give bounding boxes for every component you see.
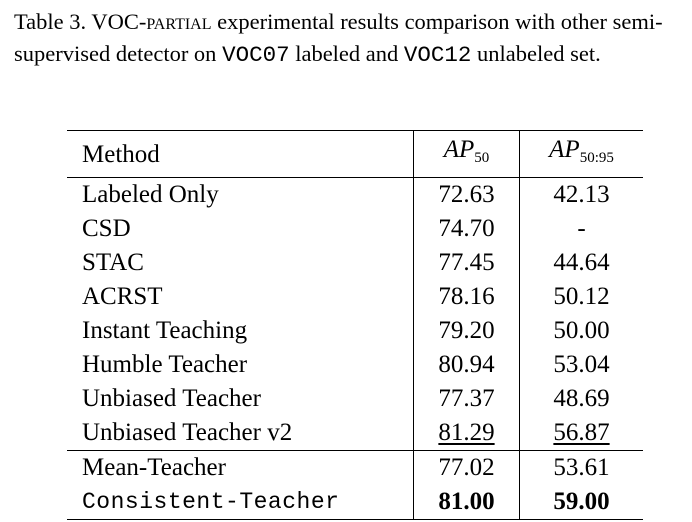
ap50-cell: 77.02 [414, 451, 520, 486]
ap5095-cell: 50.00 [520, 314, 644, 348]
ap5095-cell: 53.04 [520, 348, 644, 382]
caption-voc12: VOC12 [403, 42, 472, 68]
method-cell: STAC [82, 249, 144, 276]
caption-partial: partial [146, 9, 212, 34]
ap5095-cell: 59.00 [520, 485, 644, 520]
caption-voc07: VOC07 [222, 42, 290, 68]
header-row [67, 131, 643, 178]
table-caption [14, 6, 682, 71]
ap50-cell: 77.37 [414, 382, 520, 416]
ap50-cell: 80.94 [414, 348, 520, 382]
table-row [67, 212, 643, 246]
ap50-cell: 72.63 [414, 178, 520, 213]
caption-text-1: experimental results comparison with other semi-supervised detector on [14, 9, 663, 66]
caption-prefix: Table 3. VOC- [14, 9, 147, 34]
method-cell: Unbiased Teacher v2 [82, 419, 293, 446]
ap50-cell: 74.70 [414, 212, 520, 246]
method-cell: ACRST [82, 283, 163, 310]
table-row [67, 314, 643, 348]
table-row [67, 348, 643, 382]
ap5095-cell [520, 416, 644, 451]
method-cell: Consistent-Teacher [67, 485, 414, 520]
header-ap5095: $AP_{50:95}$ [520, 131, 644, 178]
ap5095-cell: 48.69 [520, 382, 644, 416]
ap50-cell: 78.16 [414, 280, 520, 314]
table-row [67, 451, 643, 486]
results-table [67, 130, 643, 520]
method-cell: Instant Teaching [82, 317, 248, 344]
method-cell: CSD [82, 215, 131, 242]
ap5095-cell: 53.61 [520, 451, 644, 486]
table-row [67, 246, 643, 280]
ap5095-cell: - [520, 212, 644, 246]
table-row [67, 416, 643, 451]
underlined-value: 81.29 [438, 419, 495, 446]
method-cell: Mean-Teacher [67, 451, 414, 486]
ap50-cell: 79.20 [414, 314, 520, 348]
table-row [67, 485, 643, 520]
table-row [67, 178, 643, 213]
ap50-cell: 81.00 [414, 485, 520, 520]
caption-text-2: labeled and [289, 41, 404, 66]
header-ap50: $AP_{50}$ [414, 131, 520, 178]
header-method: Method [67, 131, 414, 178]
method-cell: Humble Teacher [82, 351, 248, 378]
table-row [67, 382, 643, 416]
ap5095-cell: 42.13 [520, 178, 644, 213]
ap50-cell [414, 416, 520, 451]
method-cell: Unbiased Teacher [82, 385, 261, 412]
ap5095-cell: 50.12 [520, 280, 644, 314]
ap50-cell: 77.45 [414, 246, 520, 280]
caption-text-3: unlabeled set. [471, 41, 601, 66]
underlined-value: 56.87 [553, 419, 610, 446]
method-cell: Labeled Only [82, 181, 219, 208]
table-row [67, 280, 643, 314]
ap5095-cell: 44.64 [520, 246, 644, 280]
